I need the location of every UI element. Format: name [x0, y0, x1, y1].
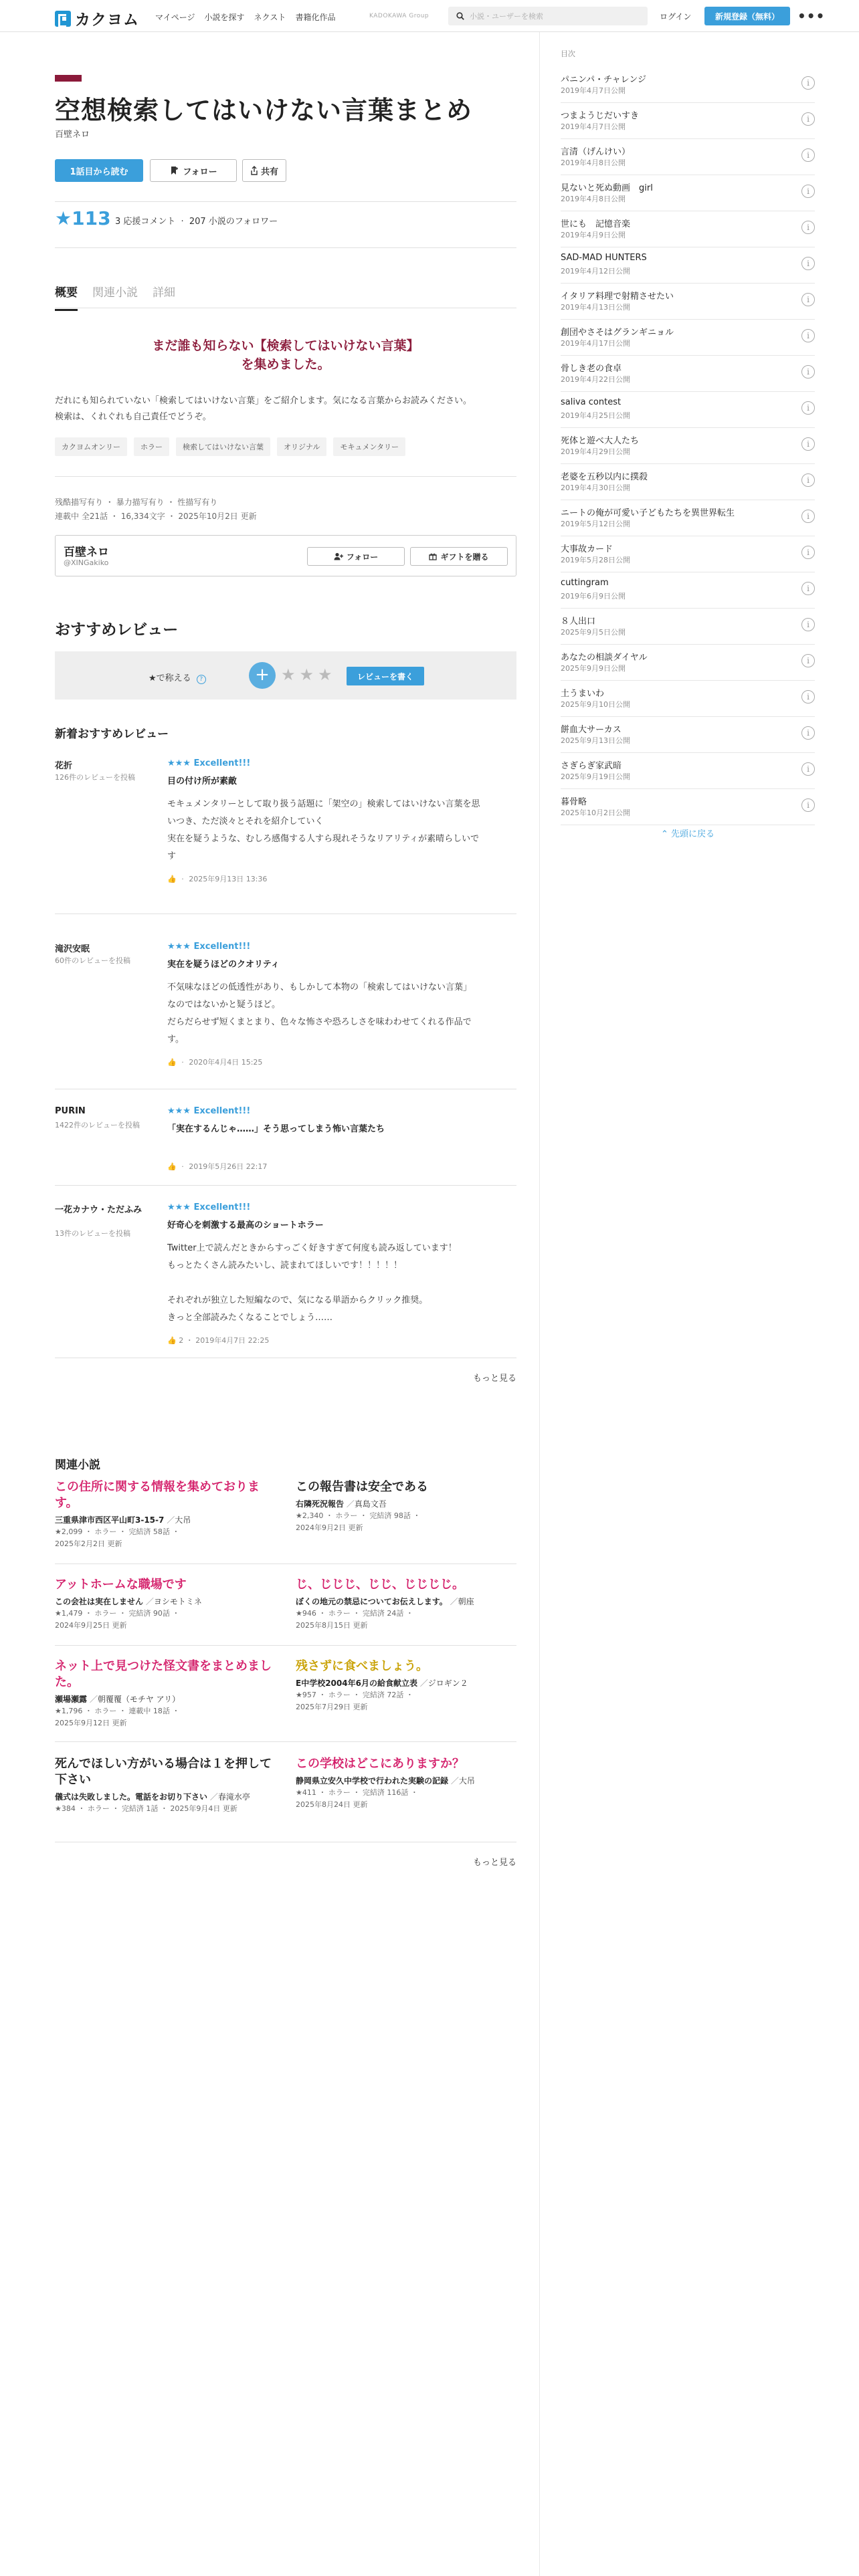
- episode-date: 2019年4月17日公開: [561, 339, 630, 348]
- related-novel-author[interactable]: 朝覆覆（モチヤ アリ）: [97, 1695, 181, 1704]
- review-body: [167, 1202, 516, 1346]
- review-date: 2020年4月4日 15:25: [189, 1058, 263, 1067]
- episode-date: 2019年4月7日公開: [561, 122, 626, 131]
- add-star-button[interactable]: +: [249, 662, 276, 689]
- more-reviews-link[interactable]: もっと見る: [472, 1374, 516, 1384]
- review-heading[interactable]: 「実在するんじゃ……」そう思ってしまう怖い言葉たち: [167, 1124, 385, 1134]
- review-footer: 👍 · 2019年5月26日 22:17: [167, 1162, 268, 1171]
- review-text: 不気味なほどの低透性があり、もしかして本物の「検索してはいけない言葉」 なのではないかと疑うほど。 だらだらせず短くまとまり、色々な怖さや恐ろしさを味わわせてくれる作品で す。: [167, 982, 472, 1045]
- episode-date: 2025年10月2日公開: [561, 809, 630, 817]
- review-date: 2025年9月13日 13:36: [189, 875, 268, 883]
- related-novel-subtitle: 右隣死況報告: [296, 1499, 345, 1509]
- episode-title[interactable]: 骨しき老の食卓: [561, 364, 622, 374]
- related-novel-updated: 2025年9月12日 更新: [55, 1719, 127, 1727]
- related-novel-meta: ★384 ・ ホラー ・ 完結済 1話 ・ 2025年9月4日 更新: [55, 1804, 237, 1813]
- rating-stars[interactable]: ★★★: [281, 665, 337, 684]
- related-novel-meta: ★946 ・ ホラー ・ 完結済 24話 ・: [296, 1609, 413, 1618]
- register-button[interactable]: 新規登録（無料）: [704, 7, 790, 25]
- info-icon[interactable]: i: [801, 582, 815, 595]
- tag[interactable]: カクヨムオンリー: [55, 437, 127, 456]
- episode-date: 2025年9月5日公開: [561, 628, 626, 637]
- related-novel-subtitle: 三重県津市西区平山町3-15-7: [55, 1515, 165, 1525]
- info-icon[interactable]: i: [801, 329, 815, 342]
- work-author-link[interactable]: 百壁ネロ: [55, 130, 90, 140]
- info-icon[interactable]: i: [801, 148, 815, 162]
- info-icon[interactable]: i: [801, 76, 815, 90]
- review-date: 2 ・ 2019年4月7日 22:25: [179, 1336, 270, 1345]
- related-novel-subtitle: この会社は実在しません: [55, 1597, 144, 1606]
- thumbs-up-icon[interactable]: 👍: [167, 1336, 177, 1345]
- review-heading[interactable]: 実在を疑うほどのクオリティ: [167, 960, 280, 970]
- episode-item[interactable]: [561, 645, 815, 681]
- search-input[interactable]: [470, 12, 637, 21]
- episode-date: 2019年4月8日公開: [561, 195, 626, 203]
- related-novel-meta: ★2,340 ・ ホラー ・ 完結済 98話 ・: [296, 1511, 421, 1520]
- logo-text: カクヨム: [75, 11, 139, 29]
- related-novel-title[interactable]: ネット上で見つけた怪文書をまとめました。: [55, 1659, 272, 1689]
- episode-title[interactable]: ８人出口: [561, 617, 596, 627]
- episode-title[interactable]: 見ないと死ぬ動画 girl: [561, 183, 653, 193]
- related-novel-meta: ★1,796 ・ ホラー ・ 連載中 18話 ・: [55, 1707, 180, 1715]
- episode-date: 2019年4月12日公開: [561, 267, 630, 276]
- reviewer-name[interactable]: 滝沢安眠: [55, 944, 90, 954]
- back-to-top-link[interactable]: ⌃ 先頭に戻る: [660, 829, 715, 839]
- info-icon[interactable]: i: [801, 546, 815, 559]
- episode-item[interactable]: [561, 320, 815, 356]
- episode-item[interactable]: [561, 717, 815, 753]
- episode-title[interactable]: 老婆を五秒以内に撲殺: [561, 472, 648, 482]
- thumbs-up-icon[interactable]: 👍: [167, 1162, 177, 1171]
- related-novel-card[interactable]: この学校はどこにありますか？ 静岡県立安久中学校で行われた実験の記録 ／大吊 ★411 ・ ホラー ・ 完結済 116話 ・ 2025年8月24日 更新: [296, 1756, 518, 1811]
- more-menu-icon[interactable]: •••: [797, 8, 826, 24]
- share-icon: [250, 166, 258, 175]
- info-icon[interactable]: i: [801, 510, 815, 523]
- episode-date: 2019年5月28日公開: [561, 556, 630, 564]
- thumbs-up-icon[interactable]: 👍: [167, 875, 177, 883]
- episode-title[interactable]: パニンパ・チャレンジ: [561, 75, 647, 85]
- chevron-up-icon: ⌃: [660, 829, 668, 839]
- related-novel-updated: 2024年9月2日 更新: [296, 1523, 363, 1532]
- work-title: 空想検索してはいけない言葉まとめ: [55, 96, 473, 125]
- nav-books[interactable]: 書籍化作品: [295, 13, 336, 22]
- episode-date: 2019年4月13日公開: [561, 303, 630, 312]
- review-footer: [167, 1335, 516, 1346]
- tab-details[interactable]: 詳細: [153, 286, 175, 300]
- episode-date: 2019年4月7日公開: [561, 86, 626, 95]
- tab-overview[interactable]: 概要: [55, 283, 78, 311]
- related-novel-card[interactable]: 残さずに食べましょう。 E中学校2004年6月の給食献立表 ／ジロギン２ ★957 ・ ホラー ・ 完結済 72話 ・ 2025年7月29日 更新: [296, 1658, 518, 1713]
- episode-item[interactable]: [561, 392, 815, 428]
- episode-date: 2019年4月30日公開: [561, 484, 630, 492]
- episode-item[interactable]: [561, 175, 815, 211]
- related-novel-subtitle: ぼくの地元の禁忌についてお伝えします。: [296, 1597, 448, 1606]
- review-count: 60件のレビューを投稿: [55, 956, 130, 965]
- reviewer-name[interactable]: 一花カナウ・ただふみ: [55, 1205, 142, 1215]
- share-button[interactable]: [242, 159, 286, 182]
- related-novel-title[interactable]: この住所に関する情報を集めております。: [55, 1480, 260, 1510]
- review-date: 2019年5月26日 22:17: [189, 1162, 268, 1171]
- write-review-button[interactable]: レビューを書く: [347, 667, 424, 685]
- episode-title[interactable]: SAD-MAD HUNTERS: [561, 253, 647, 263]
- thumbs-up-icon[interactable]: 👍: [167, 1058, 177, 1067]
- related-novel-card[interactable]: じ、じじじ、じじ、じじじじ。 ぼくの地元の禁忌についてお伝えします。 ／朝座 ★946 ・ ホラー ・ 完結済 24話 ・ 2025年8月15日 更新: [296, 1577, 518, 1632]
- nav-mypage[interactable]: マイページ: [155, 13, 195, 22]
- user-plus-icon: [334, 552, 343, 560]
- follow-work-label: フォロー: [183, 167, 217, 177]
- related-novel-subtitle: 儀式は失敗しました。電話をお切り下さい: [55, 1792, 208, 1802]
- search-icon: [456, 12, 464, 20]
- kakuyomu-logo-icon: [55, 11, 71, 27]
- related-novel-card[interactable]: ネット上で見つけた怪文書をまとめました。 瀬場瀬露 ／朝覆覆（モチヤ アリ） ★1,796 ・ ホラー ・ 連載中 18話 ・ 2025年9月12日 更新: [55, 1658, 277, 1729]
- episode-item[interactable]: [561, 211, 815, 247]
- divider: [55, 247, 516, 248]
- review-count: 13件のレビューを投稿: [55, 1229, 130, 1238]
- related-novel-updated: 2024年9月25日 更新: [55, 1621, 127, 1630]
- review-heading[interactable]: 好奇心を刺激する最高のショートホラー: [167, 1220, 324, 1230]
- review-body: [167, 758, 516, 884]
- search-box: [448, 7, 648, 25]
- episode-item[interactable]: [561, 356, 815, 392]
- follow-author-button[interactable]: フォロー: [307, 547, 405, 566]
- episode-item[interactable]: [561, 681, 815, 717]
- follow-work-button[interactable]: [150, 159, 237, 182]
- related-novel-title[interactable]: この報告書は安全である: [296, 1480, 428, 1494]
- related-novel-title[interactable]: 残さずに食べましょう。: [296, 1659, 428, 1673]
- comment-count[interactable]: 3 応援コメント: [115, 217, 176, 227]
- related-novel-card[interactable]: アットホームな職場です この会社は実在しません ／ヨシモトミネ ★1,479 ・ ホラー ・ 完結済 90話 ・ 2024年9月25日 更新: [55, 1577, 277, 1632]
- info-icon[interactable]: i: [801, 112, 815, 126]
- review-heading[interactable]: 目の付け所が素敵: [167, 776, 237, 786]
- episode-title[interactable]: つまようじだいすき: [561, 111, 640, 121]
- episode-item[interactable]: [561, 572, 815, 609]
- episode-title[interactable]: 創団やさそはグランギニョル: [561, 328, 674, 338]
- related-novel-meta: ★957 ・ ホラー ・ 完結済 72話 ・: [296, 1691, 413, 1699]
- catchphrase: まだ誰も知らない【検索してはいけない言葉】 を集めました。: [152, 338, 419, 372]
- author-name[interactable]: 百壁ネロ: [64, 546, 109, 559]
- divider: [55, 1741, 516, 1742]
- related-novel-title[interactable]: アットホームな職場です: [55, 1578, 187, 1592]
- related-novel-subtitle: 瀬場瀬露: [55, 1695, 88, 1704]
- info-icon[interactable]: i: [801, 293, 815, 306]
- episode-date: 2019年5月12日公開: [561, 520, 630, 528]
- info-icon[interactable]: i: [801, 401, 815, 415]
- tag-list: [55, 437, 405, 456]
- episode-date: 2025年9月9日公開: [561, 664, 626, 673]
- related-novel-subtitle: 静岡県立安久中学校で行われた実験の記録: [296, 1776, 449, 1786]
- episode-title[interactable]: 暮骨略: [561, 797, 587, 807]
- related-novel-updated: 2025年8月24日 更新: [296, 1800, 368, 1809]
- info-icon[interactable]: i: [801, 726, 815, 740]
- episode-item[interactable]: [561, 789, 815, 825]
- episode-title[interactable]: 餅血大サーカス: [561, 725, 622, 735]
- star-rating-box: [55, 651, 516, 700]
- episode-title[interactable]: 言清（げんけい）: [561, 147, 631, 157]
- review-text: モキュメンタリーとして取り扱う話題に「架空の」検索してはいけない言葉を思 いつき、ただ淡々とそれを紹介していく 実在を疑うような、むしろ感傷する人すら現れそうなリアリティが素晴らしいで す: [167, 799, 480, 861]
- episode-date: 2019年4月9日公開: [561, 231, 626, 239]
- episode-item[interactable]: [561, 67, 815, 103]
- episode-item[interactable]: [561, 609, 815, 645]
- divider: [55, 201, 516, 202]
- episode-item[interactable]: [561, 103, 815, 139]
- episode-item[interactable]: [561, 464, 815, 500]
- star-count: ★113: [55, 207, 111, 229]
- episode-list: [561, 67, 815, 825]
- episode-date: 2025年9月19日公開: [561, 772, 630, 781]
- read-first-episode-button[interactable]: 1話目から読む: [55, 159, 143, 182]
- praise-label: ★で称える ?: [149, 671, 206, 684]
- related-novel-author[interactable]: 朝座: [458, 1597, 474, 1606]
- episode-date: 2019年4月25日公開: [561, 411, 630, 420]
- divider: [55, 1645, 516, 1646]
- divider: [55, 476, 516, 477]
- related-novel-updated: 2025年8月15日 更新: [296, 1621, 368, 1630]
- related-novel-author[interactable]: 大吊: [175, 1515, 191, 1525]
- site-logo[interactable]: [55, 7, 139, 29]
- login-link[interactable]: ログイン: [660, 12, 692, 21]
- review-rating: ★★★ Excellent!!!: [167, 1106, 251, 1116]
- related-novel-title[interactable]: 死んでほしい方がいる場合は１を押して下さい: [55, 1757, 272, 1787]
- related-novel-author[interactable]: 大吊: [458, 1776, 475, 1786]
- info-icon[interactable]: i: [801, 762, 815, 776]
- site-header: [0, 0, 859, 32]
- episode-date: 2025年9月10日公開: [561, 700, 630, 709]
- episode-title[interactable]: イタリア料理で射精させたい: [561, 292, 674, 302]
- episode-date: 2019年4月22日公開: [561, 375, 630, 384]
- help-icon[interactable]: ?: [197, 675, 206, 684]
- related-novel-title[interactable]: この学校はどこにありますか？: [296, 1757, 464, 1771]
- related-novel-author[interactable]: 真島文吾: [354, 1499, 387, 1509]
- episode-date: 2019年4月8日公開: [561, 158, 626, 167]
- review-rating: ★★★ Excellent!!!: [167, 942, 251, 952]
- nav-next[interactable]: ネクスト: [254, 13, 286, 22]
- more-related-link[interactable]: もっと見る: [472, 1858, 516, 1868]
- tag[interactable]: 検索してはいけない言葉: [176, 437, 270, 456]
- related-novel-meta: ★2,099 ・ ホラー ・ 完結済 58話 ・: [55, 1527, 180, 1536]
- episode-date: 2019年6月9日公開: [561, 592, 626, 601]
- tag[interactable]: ホラー: [134, 437, 169, 456]
- kadokawa-group-label[interactable]: KADOKAWA Group: [369, 13, 430, 19]
- bookmark-plus-icon: [169, 166, 179, 175]
- sidebar-divider: [539, 32, 540, 2576]
- info-icon[interactable]: i: [801, 798, 815, 812]
- episode-item[interactable]: [561, 284, 815, 320]
- related-novel-updated: 2025年7月29日 更新: [296, 1703, 368, 1711]
- reviewer-name[interactable]: PURIN: [55, 1106, 86, 1116]
- share-label: 共有: [260, 167, 278, 177]
- toc-label: 目次: [561, 49, 575, 58]
- related-novel-card[interactable]: 死んでほしい方がいる場合は１を押して下さい 儀式は失敗しました。電話をお切り下さい ／春滝水亭 ★384 ・ ホラー ・ 完結済 1話 ・ 2025年9月4日 更新: [55, 1756, 277, 1815]
- episode-date: 2025年9月13日公開: [561, 736, 630, 745]
- related-novel-author[interactable]: ジロギン２: [427, 1679, 468, 1688]
- episode-item[interactable]: [561, 500, 815, 536]
- review-rating: ★★★ Excellent!!!: [167, 758, 251, 768]
- episode-title[interactable]: cuttingram: [561, 578, 609, 588]
- episode-title[interactable]: 死体と遊べ大人たち: [561, 436, 640, 446]
- reviewer-name[interactable]: 花折: [55, 761, 73, 771]
- related-novel-author[interactable]: 春滝水亭: [217, 1792, 250, 1802]
- review-footer: 👍 · 2020年4月4日 15:25: [167, 1058, 263, 1067]
- episode-title[interactable]: ニートの俺が可愛い子どもたちを異世界転生: [561, 508, 735, 518]
- info-icon[interactable]: i: [801, 437, 815, 451]
- episode-item[interactable]: [561, 536, 815, 572]
- author-handle: @XINGakiko: [64, 558, 109, 567]
- review-count: 126件のレビューを投稿: [55, 773, 135, 782]
- episode-title[interactable]: さぎらぎ家武暗: [561, 761, 622, 771]
- episode-item[interactable]: [561, 753, 815, 789]
- episode-title[interactable]: あなたの相談ダイヤル: [561, 653, 648, 663]
- info-icon[interactable]: i: [801, 618, 815, 631]
- info-icon[interactable]: i: [801, 690, 815, 704]
- related-novel-card[interactable]: この報告書は安全である 右隣死況報告 ／真島文吾 ★2,340 ・ ホラー ・ 完結済 98話 ・ 2024年9月2日 更新: [296, 1479, 518, 1534]
- episode-item[interactable]: [561, 428, 815, 464]
- episode-date: 2019年4月29日公開: [561, 447, 630, 456]
- main-nav: [155, 11, 335, 23]
- episode-item[interactable]: [561, 139, 815, 175]
- introduction: だれにも知られていない「検索してはいけない言葉」をご紹介します。気になる言葉からお読みください。 検索は、くれぐれも自己責任でどうぞ。: [55, 396, 472, 422]
- review-body: [167, 942, 516, 1067]
- info-icon[interactable]: i: [801, 473, 815, 487]
- related-novel-subtitle: E中学校2004年6月の給食献立表: [296, 1679, 417, 1688]
- genre-color-bar: [55, 75, 82, 82]
- related-novel-card[interactable]: この住所に関する情報を集めております。 三重県津市西区平山町3-15-7 ／大吊 ★2,099 ・ ホラー ・ 完結済 58話 ・ 2025年2月2日 更新: [55, 1479, 277, 1550]
- content-warnings: 残酷描写有り ・ 暴力描写有り ・ 性描写有り: [55, 498, 218, 507]
- gift-button[interactable]: ギフトを贈る: [410, 547, 508, 566]
- info-icon[interactable]: i: [801, 654, 815, 667]
- tab-related[interactable]: 関連小説: [92, 286, 138, 300]
- episode-title[interactable]: 大事故カード: [561, 544, 613, 554]
- review-footer: 👍 · 2025年9月13日 13:36: [167, 875, 268, 883]
- info-icon[interactable]: i: [801, 221, 815, 234]
- recommended-reviews-title: おすすめレビュー: [55, 621, 179, 639]
- tag[interactable]: オリジナル: [277, 437, 326, 456]
- episode-title[interactable]: 土うまいわ: [561, 689, 605, 699]
- info-icon[interactable]: i: [801, 257, 815, 270]
- work-status: 連載中 全21話 ・ 16,334文字 ・ 2025年10月2日 更新: [55, 512, 257, 521]
- related-novel-updated: 2025年2月2日 更新: [55, 1539, 122, 1548]
- info-icon[interactable]: i: [801, 365, 815, 379]
- related-novels-title: 関連小説: [55, 1459, 100, 1472]
- related-novel-author[interactable]: ヨシモトミネ: [153, 1597, 202, 1606]
- tag[interactable]: モキュメンタリー: [333, 437, 405, 456]
- episode-title[interactable]: saliva contest: [561, 397, 622, 407]
- review-count: 1422件のレビューを投稿: [55, 1121, 140, 1130]
- episode-title[interactable]: 世にも 記憶音楽: [561, 219, 631, 229]
- gift-icon: [429, 552, 437, 560]
- follower-count[interactable]: 207 小説のフォロワー: [189, 217, 278, 227]
- review-text: Twitter上で読んだときからすっごく好きすぎて何度も読み返しています！ もっとたくさん読みたいし、読まれてほしいです！！！！！ それぞれが独立した短編なので、気になる単語からクリック推奨。 きっと全部読みたくなることでしょう……: [167, 1243, 457, 1323]
- episode-item[interactable]: [561, 247, 815, 284]
- work-stats: 3 応援コメント · 207 小説のフォロワー: [115, 217, 278, 227]
- work-tabs: [55, 283, 175, 311]
- info-icon[interactable]: i: [801, 185, 815, 198]
- related-novel-meta: ★1,479 ・ ホラー ・ 完結済 90話 ・: [55, 1609, 180, 1618]
- review-rating: ★★★ Excellent!!!: [167, 1202, 251, 1212]
- new-reviews-title: 新着おすすめレビュー: [55, 728, 169, 741]
- related-novel-meta: ★411 ・ ホラー ・ 完結済 116話 ・: [296, 1788, 418, 1797]
- related-novel-title[interactable]: じ、じじじ、じじ、じじじじ。: [296, 1578, 464, 1592]
- author-card: [55, 535, 516, 576]
- nav-search-novels[interactable]: 小説を探す: [204, 13, 245, 22]
- divider: [55, 1185, 516, 1186]
- review-body: [167, 1106, 516, 1172]
